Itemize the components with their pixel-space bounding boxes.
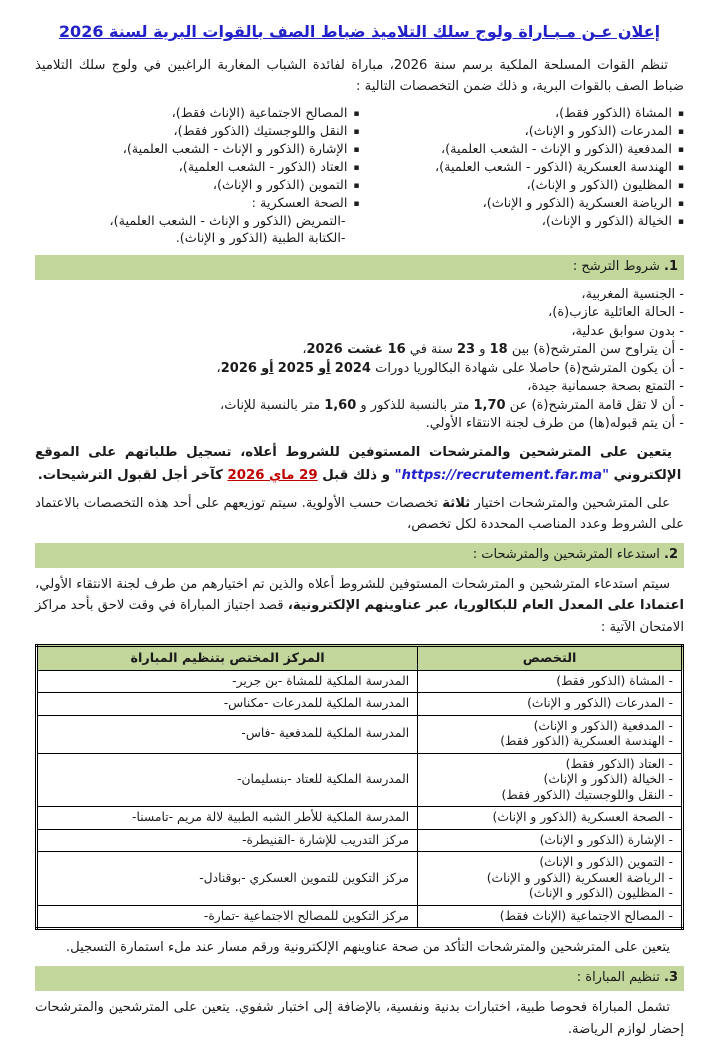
center-cell: المدرسة الملكية للأطر الشبه الطبية لالة مريم -تامسنا-: [37, 807, 418, 830]
specialties-column-right: [360, 105, 685, 247]
section-2-number: 2.: [664, 547, 678, 563]
specialty-item: ▪ الخيالة (الذكور و الإناث)،: [360, 213, 685, 231]
specialty-item: ▪ العتاد (الذكور - الشعب العلمية)،: [35, 159, 360, 177]
table-row: [37, 715, 683, 753]
condition-item: - الجنسية المغربية،: [581, 286, 684, 302]
specialty-cell-line: - الهندسة العسكرية (الذكور فقط): [500, 734, 673, 749]
column-header-center: المركز المختص بتنظيم المباراة: [37, 645, 418, 670]
condition-item: - بدون سوابق عدلية،: [571, 323, 684, 339]
specialty-item: ▪ المظليون (الذكور و الإناث)،: [360, 177, 685, 195]
condition-item: - أن لا تقل قامة المترشح(ة) عن 1,70 متر بالنسبة للذكور و 1,60 متر بالنسبة للإناث،: [220, 397, 684, 413]
specialties-columns: [35, 105, 684, 247]
intro-paragraph: تنظم القوات المسلحة الملكية برسم سنة 2026، مباراة لفائدة الشباب المغاربة الراغبين في ولوج سلك التلاميذ ضباط الصف بالقوات البرية، و ذلك ضمن التخصصات التالية :: [35, 57, 684, 94]
column-header-specialty: التخصص: [418, 645, 683, 670]
specialty-cell-line: - النقل واللوجستيك (الذكور فقط): [501, 787, 673, 802]
specialty-item: ▪ المصالح الاجتماعية (الإناث فقط)،: [35, 105, 360, 123]
registration-deadline: 29 ماي 2026: [227, 467, 318, 483]
table-row: [37, 905, 683, 929]
table-row: [37, 670, 683, 693]
specialty-cell-line: - المدرعات (الذكور و الإناث): [527, 696, 673, 711]
specialty-cell-line: - الخيالة (الذكور و الإناث): [543, 772, 673, 787]
specialty-cell-line: - المشاة (الذكور فقط): [556, 673, 673, 688]
registration-paragraph: يتعين على المترشحين والمترشحات المستوفين للشروط أعلاه، تسجيل طلباتهم على الموقع الإلكتروني "https://recrutement.far.ma" و ذلك قبل 29 ماي 2026 كآخر أجل لقبول الترشيحات.: [35, 444, 682, 483]
condition-item: - أن يتراوح سن المترشح(ة) بين 18 و 23 سنة في 16 غشت 2026،: [302, 342, 684, 358]
center-cell: مركز التدريب للإشارة -القنيطرة-: [37, 829, 418, 852]
specialty-cell-line: - المصالح الاجتماعية (الإناث فقط): [499, 908, 673, 923]
military-health-subitems: [35, 213, 360, 247]
table-row: [37, 693, 683, 716]
section-3-heading: [35, 966, 684, 991]
section-2-heading: [35, 543, 684, 568]
section-3-number: 3.: [664, 969, 678, 985]
center-cell: المدرسة الملكية للعتاد -بنسليمان-: [37, 753, 418, 807]
center-cell: المدرسة الملكية للمشاة -بن جرير-: [37, 670, 418, 693]
confirm-email-paragraph: يتعين على المترشحين والمترشحات التأكد من صحة عناوينهم الإلكترونية ورقم مسار عند ملء استمارة التسجيل.: [65, 940, 670, 956]
center-cell: مركز التكوين للتموين العسكري -بوقنادل-: [37, 852, 418, 906]
section-2-title: استدعاء المترشحين والمترشحات :: [472, 547, 660, 563]
specialty-item: ▪ الإشارة (الذكور و الإناث - الشعب العلمية)،: [35, 141, 360, 159]
specialty-item: ▪ النقل واللوجستيك (الذكور فقط)،: [35, 123, 360, 141]
specialty-item: ▪ الهندسة العسكرية (الذكور - الشعب العلمية)،: [360, 159, 685, 177]
specialty-cell-line: - الإشارة (الذكور و الإناث): [539, 832, 673, 847]
specialty-subitem: -الكتابة الطبية (الذكور و الإناث).: [175, 231, 346, 247]
page-title: إعلان عـن مـبـاراة ولوج سلك التلاميذ ضباط الصف بالقوات البرية لسنة 2026: [58, 22, 661, 41]
specialty-item: ▪ التموين (الذكور و الإناث)،: [35, 177, 360, 195]
specialty-item: ▪ المدفعية (الذكور و الإناث - الشعب العلمية)،: [360, 141, 685, 159]
specialty-cell-line: - المدفعية (الذكور و الإناث): [533, 718, 673, 733]
call-paragraph: سيتم استدعاء المترشحين و المترشحات المستوفين للشروط أعلاه والذين تم اختيارهم من طرف لجنة الانتقاء الأولي، اعتمادا على المعدل العام للبكالوريا، عبر عناوينهم الإلكترونية، قصد اجتياز المباراة في وقت لاحق بأحد مراكز الامتحان الآتية :: [35, 577, 685, 635]
specialty-cell-line: - العتاد (الذكور فقط): [565, 756, 673, 771]
section-1-number: 1.: [664, 259, 678, 275]
condition-item: - أن يكون المترشح(ة) حاصلا على شهادة البكالوريا دورات 2024 أو 2025 أو 2026،: [216, 360, 684, 376]
table-row: [37, 807, 683, 830]
condition-item: - الحالة العائلية عازب(ة)،: [548, 305, 684, 321]
specialty-cell-line: - الصحة العسكرية (الذكور و الإناث): [492, 810, 673, 825]
section-1-title: شروط الترشح :: [572, 259, 660, 275]
table-row: [37, 852, 683, 906]
exam-centers-table: [35, 644, 684, 931]
section-1-heading: [35, 255, 684, 280]
center-cell: المدرسة الملكية للمدرعات -مكناس-: [37, 693, 418, 716]
specialties-column-left: [35, 105, 360, 247]
specialty-item: ▪ الصحة العسكرية :: [35, 195, 360, 213]
specialty-cell-line: - المظليون (الذكور و الإناث): [528, 886, 673, 901]
specialty-item: ▪ المدرعات (الذكور و الإناث)،: [360, 123, 685, 141]
organization-paragraph: تشمل المباراة فحوصا طبية، اختبارات بدنية ونفسية، بالإضافة إلى اختبار شفوي. يتعين على المترشحين والمترشحات إحضار لوازم الرياضة.: [35, 999, 684, 1038]
conditions-list: [35, 286, 684, 434]
center-cell: مركز التكوين للمصالح الاجتماعية -تمارة-: [37, 905, 418, 929]
condition-item: - التمتع بصحة جسمانية جيدة،: [527, 379, 684, 395]
specialty-cell-line: - الرياضة العسكرية (الذكور و الإناث): [486, 870, 673, 885]
specialty-item: ▪ المشاة (الذكور فقط)،: [360, 105, 685, 123]
specialty-cell-line: - التموين (الذكور و الإناث): [539, 855, 673, 870]
condition-item: - أن يتم قبوله(ها) من طرف لجنة الانتقاء الأولي.: [425, 416, 684, 432]
registration-url[interactable]: "https://recrutement.far.ma": [394, 467, 610, 483]
priority-paragraph: على المترشحين والمترشحات اختيار ثلاثة تخصصات حسب الأولوية. سيتم توزيعهم على أحد هذه التخصصات بالاعتماد على الشروط وعدد المناصب المحددة لكل تخصص،: [35, 496, 684, 533]
table-row: [37, 829, 683, 852]
specialty-item: ▪ الرياضة العسكرية (الذكور و الإناث)،: [360, 195, 685, 213]
table-header-row: [37, 645, 683, 670]
specialty-subitem: -التمريض (الذكور و الإناث - الشعب العلمية)،: [109, 214, 346, 230]
center-cell: المدرسة الملكية للمدفعية -فاس-: [37, 715, 418, 753]
section-3-title: تنظيم المباراة :: [576, 969, 660, 985]
table-row: [37, 753, 683, 807]
